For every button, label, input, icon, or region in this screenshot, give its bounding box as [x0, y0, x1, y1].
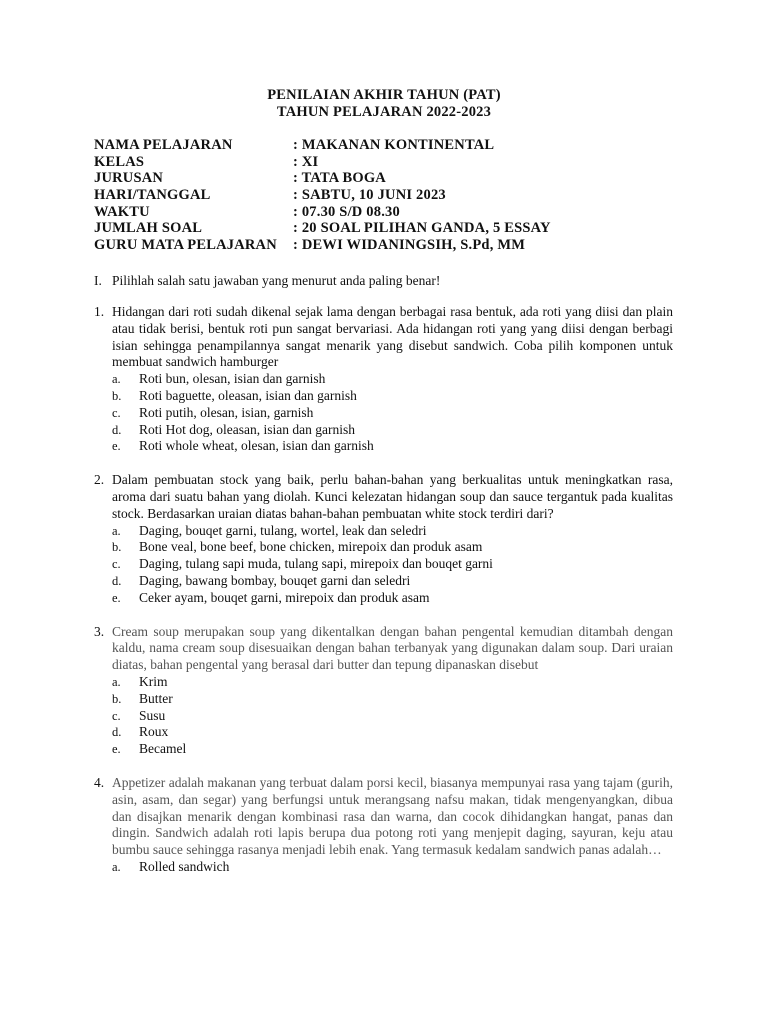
- option-e: [112, 741, 674, 758]
- option-d: [112, 422, 674, 439]
- spacer: [94, 455, 674, 472]
- option-letter: d.: [112, 725, 122, 740]
- question-3-options: [112, 674, 674, 758]
- question-2-options: [112, 523, 674, 607]
- question-text: Appetizer adalah makanan yang terbuat dalam porsi kecil, biasanya mempunyai rasa yang tajam (gurih, asin, asam, dan segar) yang berfungsi untuk merangsang nafsu makan, tidak mengenyangkan, dibua dan disajkan menarik dengan kombinasi rasa dan warna, dan cocok dihidangkan hangat, panas dan dingin. Sandwich adalah roti lapis berupa dua potong roti yang menjepit daging, sayuran, keju atau bumbu sauce sehingga rasanya menjadi lebih enak. Yang termasuk kedalam sandwich panas adalah…: [112, 774, 673, 858]
- info-label: HARI/TANGGAL: [94, 187, 211, 204]
- info-value: : 07.30 S/D 08.30: [293, 203, 400, 220]
- info-value: : SABTU, 10 JUNI 2023: [293, 187, 446, 204]
- info-label: GURU MATA PELAJARAN: [94, 237, 277, 254]
- option-e: [112, 590, 674, 607]
- question-4: [94, 775, 674, 859]
- info-row-teacher: [94, 237, 551, 254]
- question-text: Cream soup merupakan soup yang dikentalkan dengan bahan pengental kemudian ditambah dengan kaldu, nama cream soup disesuaikan dengan bahan terbanyak yang digunakan dalam soup. Dari uraian diatas, bahan pengental yang berasal dari butter dan tepung dipanaskan disebut: [112, 623, 673, 673]
- option-text: Daging, bouqet garni, tulang, wortel, leak dan seledri: [139, 522, 427, 538]
- info-value: : MAKANAN KONTINENTAL: [293, 137, 495, 153]
- option-text: Krim: [139, 673, 168, 689]
- info-value: : 20 SOAL PILIHAN GANDA, 5 ESSAY: [293, 220, 551, 237]
- option-text: Roti Hot dog, oleasan, isian dan garnish: [139, 421, 355, 437]
- info-row-class: [94, 154, 551, 171]
- option-letter: a.: [112, 859, 121, 874]
- option-text: Butter: [139, 690, 173, 706]
- instruction-text: Pilihlah salah satu jawaban yang menurut anda paling benar!: [112, 273, 441, 288]
- question-list: [94, 304, 674, 876]
- option-c: [112, 708, 674, 725]
- option-b: [112, 691, 674, 708]
- option-letter: c.: [112, 405, 121, 420]
- option-letter: d.: [112, 573, 122, 588]
- option-text: Roux: [139, 724, 169, 740]
- info-label: KELAS: [94, 153, 145, 170]
- exam-subtitle: TAHUN PELAJARAN 2022-2023: [276, 104, 492, 120]
- spacer: [94, 607, 674, 624]
- spacer: [94, 758, 674, 775]
- option-letter: a.: [112, 674, 121, 689]
- option-text: Roti whole wheat, olesan, isian dan garnish: [139, 438, 374, 454]
- option-letter: d.: [112, 422, 122, 437]
- option-e: [112, 438, 674, 455]
- question-1-options: [112, 371, 674, 455]
- option-letter: c.: [112, 708, 121, 723]
- option-a: [112, 674, 674, 691]
- option-text: Roti bun, olesan, isian dan garnish: [139, 371, 326, 387]
- info-row-question-count: [94, 220, 551, 237]
- option-text: Ceker ayam, bouqet garni, mirepoix dan produk asam: [139, 589, 430, 605]
- option-b: [112, 388, 674, 405]
- exam-header: [0, 87, 768, 121]
- info-row-time: [94, 204, 551, 221]
- info-label: JURUSAN: [94, 170, 164, 187]
- info-value: : TATA BOGA: [293, 170, 386, 187]
- info-label: JUMLAH SOAL: [94, 220, 203, 237]
- exam-info-table: [94, 137, 551, 254]
- info-value: : XI: [293, 153, 319, 170]
- section-instruction: [94, 272, 440, 289]
- option-d: [112, 724, 674, 741]
- option-letter: e.: [112, 590, 121, 605]
- info-label: WAKTU: [94, 203, 150, 220]
- option-letter: b.: [112, 388, 122, 403]
- option-text: Roti baguette, oleasan, isian dan garnish: [139, 387, 357, 403]
- option-text: Roti putih, olesan, isian, garnish: [139, 404, 314, 420]
- question-text: Hidangan dari roti sudah dikenal sejak lama dengan berbagai rasa bentuk, ada roti yang diisi dan plain atau tidak berisi, bentuk roti pun sangat bervariasi. Ada hidangan roti yang yang diisi dengan berbagi isian sehingga penampilannya sangat menarik yang disebut sandwich. Coba pilih komponen untuk membuat sandwich hamburger: [112, 304, 673, 370]
- option-d: [112, 573, 674, 590]
- info-value: : DEWI WIDANINGSIH, S.Pd, MM: [293, 237, 526, 254]
- option-c: [112, 556, 674, 573]
- exam-title: PENILAIAN AKHIR TAHUN (PAT): [267, 87, 501, 103]
- option-a: [112, 371, 674, 388]
- info-row-subject: [94, 137, 551, 154]
- option-a: [112, 859, 674, 876]
- option-letter: e.: [112, 439, 121, 454]
- option-a: [112, 523, 674, 540]
- question-4-options: [112, 859, 674, 876]
- question-1: [94, 304, 674, 371]
- question-number: 3.: [94, 623, 105, 639]
- option-text: Rolled sandwich: [139, 858, 230, 874]
- info-label: NAMA PELAJARAN: [94, 137, 233, 153]
- option-text: Bone veal, bone beef, bone chicken, mirepoix dan produk asam: [139, 539, 483, 555]
- option-text: Susu: [139, 707, 166, 723]
- option-text: Becamel: [139, 741, 187, 757]
- option-text: Daging, tulang sapi muda, tulang sapi, mirepoix dan bouqet garni: [139, 556, 493, 572]
- question-number: 2.: [94, 472, 105, 488]
- info-row-major: [94, 170, 551, 187]
- section-number: I.: [94, 273, 102, 288]
- question-number: 1.: [94, 304, 105, 319]
- question-3: [94, 624, 674, 674]
- option-letter: c.: [112, 557, 121, 572]
- question-text: Dalam pembuatan stock yang baik, perlu bahan-bahan yang berkualitas untuk meningkatkan rasa, aroma dari suatu bahan yang diolah. Kunci kelezatan hidangan soup dan sauce tergantuk pada kualitas stock. Berdasarkan uraian diatas bahan-bahan pembuatan white stock terdiri dari?: [112, 472, 673, 521]
- question-2: [94, 472, 674, 522]
- option-letter: a.: [112, 372, 121, 387]
- option-text: Daging, bawang bombay, bouqet garni dan seledri: [139, 572, 411, 588]
- option-letter: e.: [112, 742, 121, 757]
- info-row-date: [94, 187, 551, 204]
- option-letter: b.: [112, 540, 122, 555]
- question-number: 4.: [94, 774, 105, 790]
- option-b: [112, 539, 674, 556]
- option-letter: a.: [112, 523, 121, 538]
- option-c: [112, 405, 674, 422]
- option-letter: b.: [112, 691, 122, 706]
